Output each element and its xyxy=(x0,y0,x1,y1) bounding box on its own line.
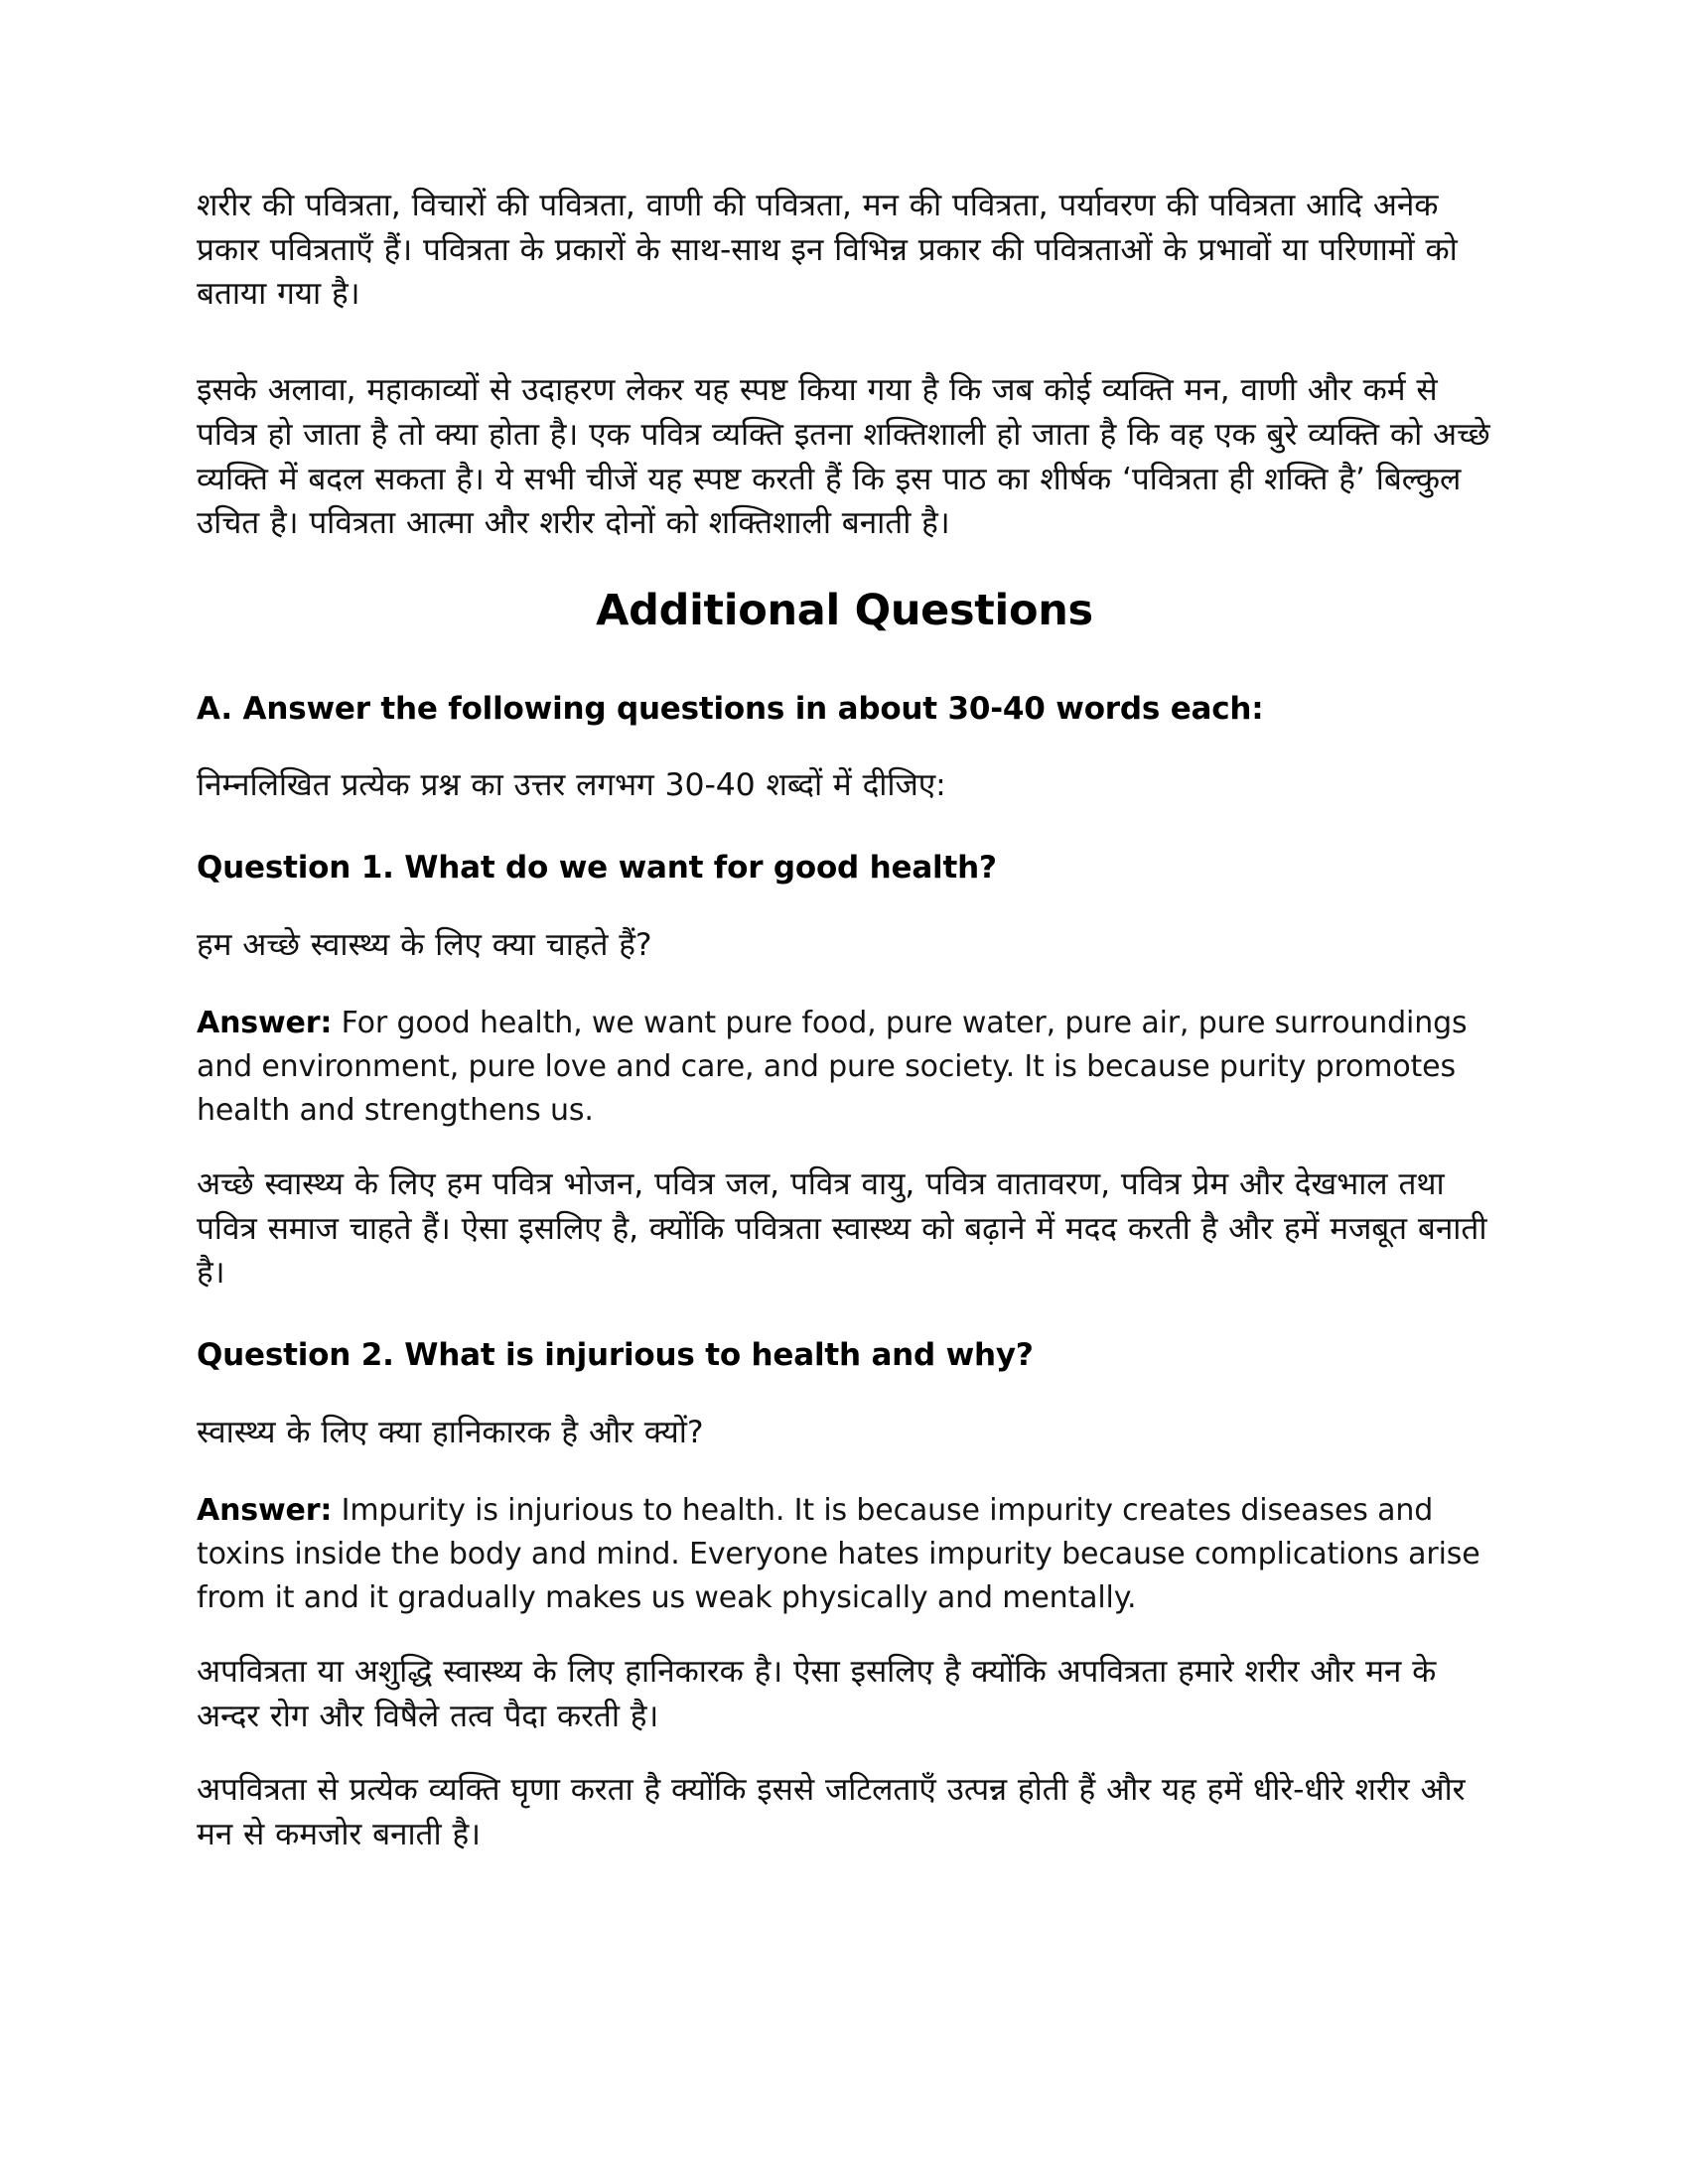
spacer xyxy=(197,317,1492,368)
answer-2-hindi-paragraph-2: अपवित्रता से प्रत्येक व्यक्ति घृणा करता है क्योंकि इससे जटिलताएँ उत्पन्न होती हैं और यह हमें धीरे-धीरे शरीर और मन से कमजोर बनाती है। xyxy=(197,1772,1466,1853)
spacer xyxy=(197,637,1492,689)
spacer xyxy=(197,1738,1492,1768)
spacer xyxy=(197,1296,1492,1335)
document-content xyxy=(197,184,1492,1857)
section-a-heading-hindi: निम्नलिखित प्रत्येक प्रश्न का उत्तर लगभग 30-40 शब्दों में दीजिए: xyxy=(197,767,946,804)
spacer xyxy=(197,730,1492,763)
question-2-heading-english: Question 2. What is injurious to health and why? xyxy=(197,1337,1034,1374)
answer-1-english xyxy=(197,1002,1492,1133)
spacer xyxy=(197,546,1492,586)
spacer xyxy=(197,1377,1492,1411)
question-1-heading-english: Question 1. What do we want for good health? xyxy=(197,850,997,887)
qa-block-2 xyxy=(197,1335,1492,1857)
intro-paragraph-hindi-1: शरीर की पवित्रता, विचारों की पवित्रता, वाणी की पवित्रता, मन की पवित्रता, पर्यावरण की पवित्रता आदि अनेक प्रकार पवित्रताएँ हैं। पवित्रता के प्रकारों के साथ-साथ इन विभिन्न प्रकार की पवित्रताओं के प्रभावों या परिणामों को बताया गया है। xyxy=(197,188,1458,313)
answer-2-text: Impurity is injurious to health. It is because impurity creates diseases and toxins inside the body and mind. Everyone hates impurity because complications arise from it and it gradually makes us weak physically and mentally. xyxy=(197,1492,1480,1615)
spacer xyxy=(197,808,1492,848)
answer-label: Answer: xyxy=(197,1005,333,1040)
question-2-heading-hindi: स्वास्थ्य के लिए क्या हानिकारक है और क्यों? xyxy=(197,1415,704,1451)
spacer xyxy=(197,1133,1492,1162)
answer-label: Answer: xyxy=(197,1492,333,1528)
spacer xyxy=(197,1455,1492,1489)
intro-paragraph-hindi-2: इसके अलावा, महाकाव्यों से उदाहरण लेकर यह स्पष्ट किया गया है कि जब कोई व्यक्ति मन, वाणी और कर्म से पवित्र हो जाता है तो क्या होता है। एक पवित्र व्यक्ति इतना शक्तिशाली हो जाता है कि वह एक बुरे व्यक्ति को अच्छे व्यक्ति में बदल सकता है। ये सभी चीजें यह स्पष्ट करती हैं कि इस पाठ का शीर्षक ‘पवित्रता ही शक्ति है’ बिल्कुल उचित है। पवित्रता आत्मा और शरीर दोनों को शक्तिशाली बनाती है। xyxy=(197,372,1490,542)
answer-2-hindi-paragraph-1: अपवित्रता या अशुद्धि स्वास्थ्य के लिए हानिकारक है। ऐसा इसलिए है क्योंकि अपवित्रता हमारे शरीर और मन के अन्दर रोग और विषैले तत्व पैदा करती है। xyxy=(197,1654,1437,1734)
answer-1-text: For good health, we want pure food, pure water, pure air, pure surroundings and environment, pure love and care, and pure society. It is because purity promotes health and strengthens us. xyxy=(197,1005,1468,1128)
answer-2-english xyxy=(197,1489,1492,1620)
spacer xyxy=(197,968,1492,1002)
question-1-heading-hindi: हम अच्छे स्वास्थ्य के लिए क्या चाहते हैं? xyxy=(197,927,652,964)
qa-block-1 xyxy=(197,848,1492,1296)
section-a-heading-english: A. Answer the following questions in about 30-40 words each: xyxy=(197,690,1264,727)
spacer xyxy=(197,1620,1492,1650)
spacer xyxy=(197,889,1492,923)
answer-1-hindi: अच्छे स्वास्थ्य के लिए हम पवित्र भोजन, पवित्र जल, पवित्र वायु, पवित्र वातावरण, पवित्र प्रेम और देखभाल तथा पवित्र समाज चाहते हैं। ऐसा इसलिए है, क्योंकि पवित्रता स्वास्थ्य को बढ़ाने में मदद करती है और हमें मजबूत बनाती है। xyxy=(197,1166,1487,1292)
page-title: Additional Questions xyxy=(596,586,1093,636)
